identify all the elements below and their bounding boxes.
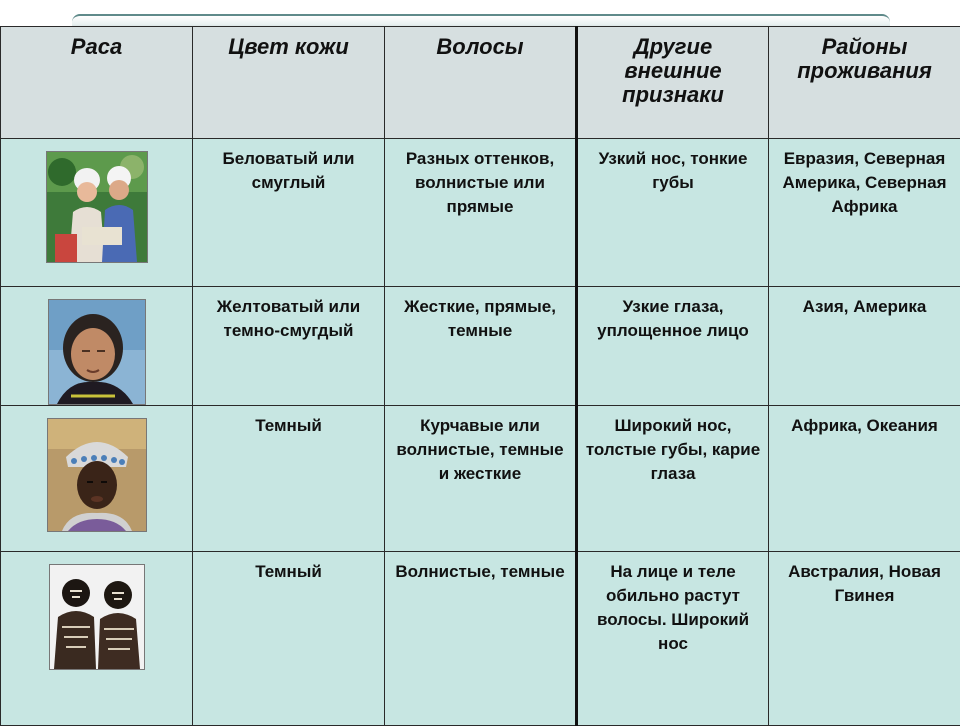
other-features-cell: На лице и теле обильно растут волосы. Широкий нос <box>577 552 769 726</box>
header-hair: Волосы <box>385 27 577 139</box>
table-row <box>1 552 960 726</box>
table-row <box>1 406 960 552</box>
header-regions: Районы проживания <box>769 27 960 139</box>
skin-color-cell: Темный <box>193 406 385 552</box>
table-row <box>1 287 960 406</box>
header-skin-color: Цвет кожи <box>193 27 385 139</box>
hair-cell: Жесткие, прямые, темные <box>385 287 577 406</box>
other-features-cell: Широкий нос, толстые губы, карие глаза <box>577 406 769 552</box>
race-photo-cell <box>1 287 193 406</box>
header-row <box>1 27 960 139</box>
skin-color-cell: Беловатый или смуглый <box>193 139 385 287</box>
skin-color-cell: Темный <box>193 552 385 726</box>
header-race: Раса <box>1 27 193 139</box>
table-row <box>1 139 960 287</box>
other-features-cell: Узкие глаза, уплощенное лицо <box>577 287 769 406</box>
regions-cell: Азия, Америка <box>769 287 960 406</box>
other-features-cell: Узкий нос, тонкие губы <box>577 139 769 287</box>
race-photo-cell <box>1 552 193 726</box>
hair-cell: Разных оттенков, волнистые или прямые <box>385 139 577 287</box>
races-table <box>0 26 960 726</box>
photo-two-men <box>49 564 145 670</box>
regions-cell: Австралия, Новая Гвинея <box>769 552 960 726</box>
photo-elderly-woman <box>48 299 146 405</box>
race-photo-cell <box>1 406 193 552</box>
hair-cell: Волнистые, темные <box>385 552 577 726</box>
regions-cell: Евразия, Северная Америка, Северная Африка <box>769 139 960 287</box>
skin-color-cell: Желтоватый или темно-смугдый <box>193 287 385 406</box>
hair-cell: Курчавые или волнистые, темные и жесткие <box>385 406 577 552</box>
photo-young-person <box>47 418 147 532</box>
race-photo-cell <box>1 139 193 287</box>
header-other-features: Другие внешние признаки <box>577 27 769 139</box>
photo-two-women <box>46 151 148 263</box>
regions-cell: Африка, Океания <box>769 406 960 552</box>
